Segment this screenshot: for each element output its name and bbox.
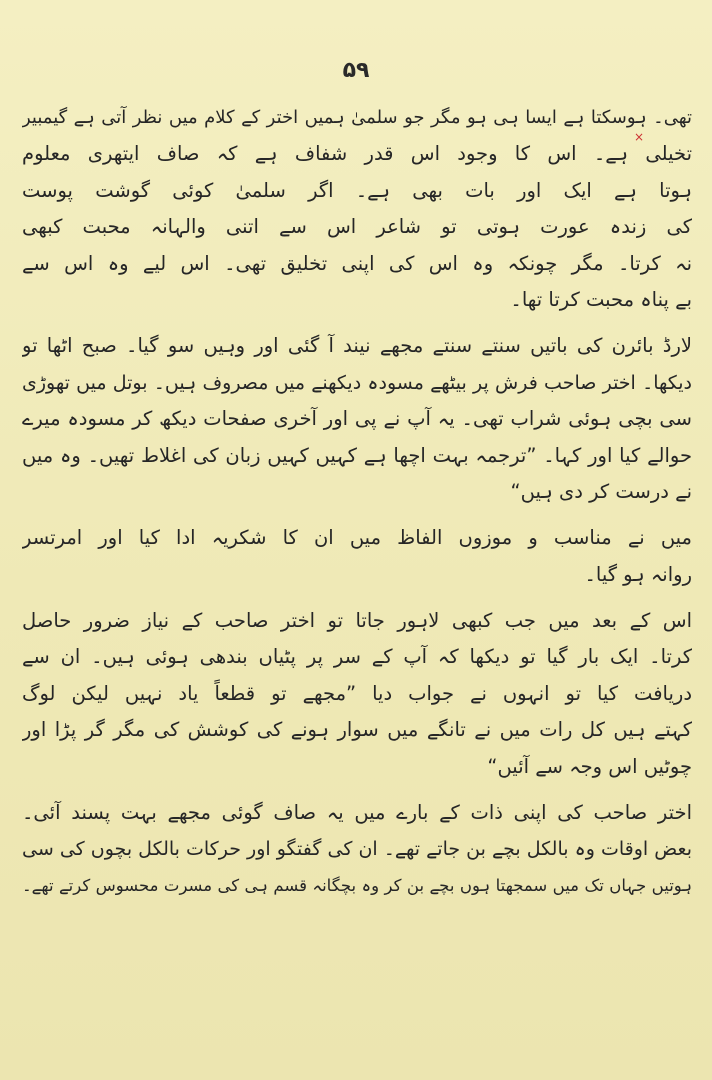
text-line: کرتا۔ ایک بار گیا تو دیکھا کہ آپ کے سر پر پٹیاں بندھی ہوئی ہیں۔ ان سے — [22, 645, 692, 669]
text-line: اس کے بعد میں جب کبھی لاہور جاتا تو اختر صاحب کے نیاز ضرور حاصل — [22, 609, 692, 633]
text-line: نے درست کر دی ہیں“ — [510, 479, 692, 503]
text-line: تھی۔ ہوسکتا ہے ایسا ہی ہو مگر جو سلمیٰ ہمیں اختر کے کلام میں نظر آتی ہے گیمبیر — [22, 107, 692, 128]
text-line: چوٹیں اس وجہ سے آئیں“ — [487, 754, 692, 778]
red-ink-mark: × — [634, 130, 645, 144]
text-line: دریافت کیا تو انہوں نے جواب دیا ”مجھے تو قطعاً یاد نہیں لیکن لوگ — [22, 681, 692, 705]
text-line: ہوتا ہے ایک اور بات بھی ہے۔ اگر سلمیٰ کوئی گوشت پوست — [22, 178, 692, 202]
text-line: بعض اوقات وہ بالکل بچے بن جاتے تھے۔ ان کی گفتگو اور حرکات بالکل بچوں کی سی — [22, 838, 692, 861]
text-line: میں نے مناسب و موزوں الفاظ میں ان کا شکریہ ادا کیا اور امرتسر — [22, 526, 692, 550]
text-line: دیکھا۔ اختر صاحب فرش پر بیٹھے مسودہ دیکھنے میں مصروف ہیں۔ بوتل میں تھوڑی — [22, 371, 692, 394]
text-line: بے پناہ محبت کرتا تھا۔ — [510, 287, 692, 311]
text-line: اختر صاحب کی اپنی ذات کے بارے میں یہ صاف گوئی مجھے بہت پسند آئی۔ — [22, 801, 692, 825]
text-line: روانہ ہو گیا۔ — [584, 562, 692, 586]
text-line: حوالے کیا اور کہا۔ ”ترجمہ بہت اچھا ہے کہیں کہیں زبان کی اغلاط تھیں۔ وہ میں — [22, 443, 692, 467]
text-line: لارڈ بائرن کی باتیں سنتے سنتے مجھے نیند آ گئی اور وہیں سو گیا۔ صبح اٹھا تو — [22, 334, 692, 358]
text-line: سی بچی ہوئی شراب تھی۔ یہ آپ نے پی اور آخری صفحات دیکھ کر مسودہ میرے — [22, 407, 692, 431]
page-number: ۵۹ — [342, 58, 370, 83]
text-line: نہ کرتا۔ مگر چونکہ وہ اس کی اپنی تخلیق تھی۔ اس لیے وہ اس سے — [22, 251, 692, 275]
page-body — [22, 100, 692, 904]
text-line: کی زندہ عورت ہوتی تو شاعر اس سے اتنی والہانہ محبت کبھی — [22, 215, 692, 239]
text-line: ہوتیں جہاں تک میں سمجھتا ہوں بچے بن کر وہ بچگانہ قسم ہی کی مسرت محسوس کرتے تھے۔ — [22, 875, 692, 895]
text-line: کہتے ہیں کل رات میں نے تانگے میں سوار ہونے کی کوشش کی مگر گر پڑا اور — [22, 718, 692, 742]
text-line: تخیلی ہے۔ اس کا وجود اس قدر شفاف ہے کہ صاف ایتھری معلوم — [22, 142, 692, 166]
